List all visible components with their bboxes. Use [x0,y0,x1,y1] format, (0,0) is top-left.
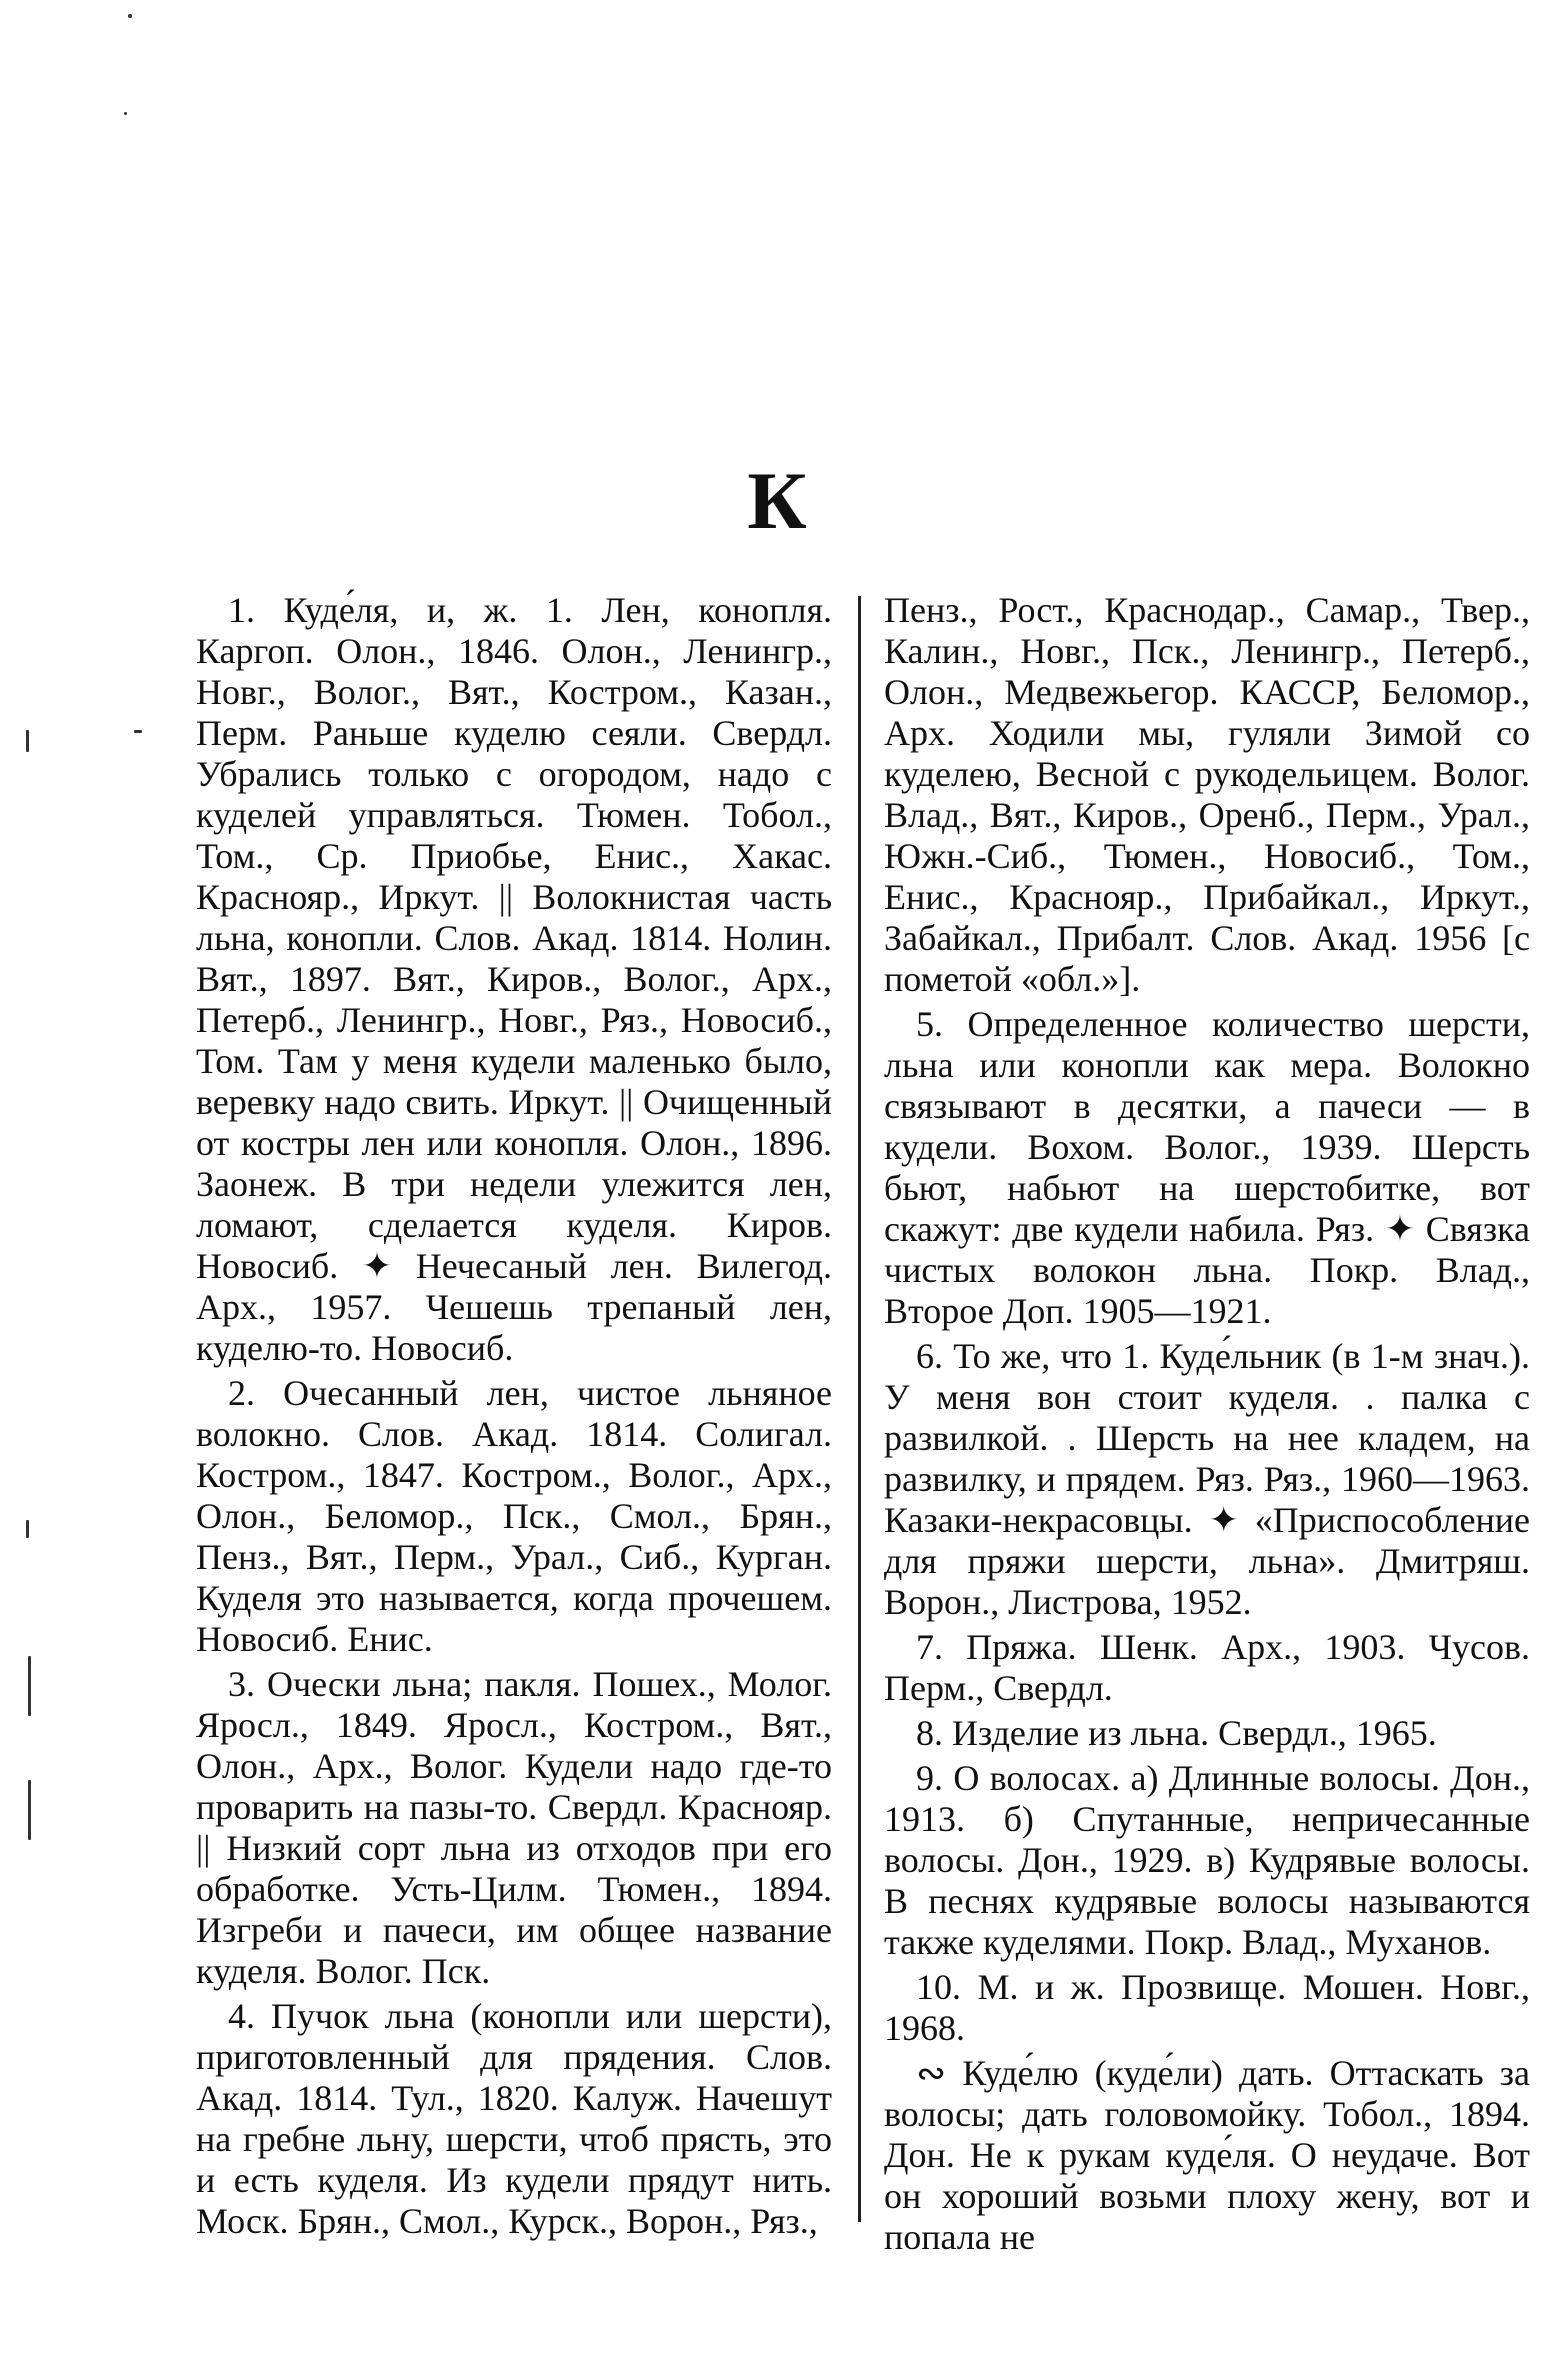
entry-paragraph: 1. Куде́ля, и, ж. 1. Лен, конопля. Каргоп. Олон., 1846. Олон., Ленингр., Новг., Волог., Вят., Костром., Казан., Перм. Раньше куделю сеяли. Свердл. Убрались только с огородом, надо с куделей управляться. Тюмен. Тобол., Том., Ср. Приобье, Енис., Хакас. Краснояр., Иркут. || Волокнистая часть льна, конопли. Слов. Акад. 1814. Нолин. Вят., 1897. Вят., Киров., Волог., Арх., Петерб., Ленингр., Новг., Ряз., Новосиб., Том. Там у меня кудели маленько было, веревку надо свить. Иркут. || Очищенный от костры лен или конопля. Олон., 1896. Заонеж. В три недели улежится лен, ломают, сделается куделя. Киров. Новосиб. ✦ Нечесаный лен. Вилегод. Арх., 1957. Чешешь трепаный лен, куделю-то. Новосиб. [196,590,832,1368]
left-column [196,590,832,2246]
right-column [884,590,1530,2262]
column-divider [858,596,861,2222]
entry-paragraph: 9. О волосах. а) Длинные волосы. Дон., 1913. б) Спутанные, непричесанные волосы. Дон., 1929. в) Кудрявые волосы. В песнях кудрявые волосы называются также куделями. Покр. Влад., Муханов. [884,1758,1530,1962]
entry-paragraph: 3. Очески льна; пакля. Пошех., Молог. Яросл., 1849. Яросл., Костром., Вят., Олон., Арх., Волог. Кудели надо где-то проварить на пазы-то. Свердл. Краснояр. || Низкий сорт льна из отходов при его обработке. Усть-Цилм. Тюмен., 1894. Изгреби и пачеси, им общее название куделя. Волог. Пск. [196,1664,832,1991]
section-letter: К [747,455,807,546]
entry-paragraph: 5. Определенное количество шерсти, льна или конопли как мера. Волокно связывают в десятки, а пачеси — в кудели. Вохом. Волог., 1939. Шерсть бьют, набьют на шерстобитке, вот скажут: две кудели набила. Ряз. ✦ Связка чистых волокон льна. Покр. Влад., Второе Доп. 1905—1921. [884,1004,1530,1331]
entry-paragraph: ∾ Куде́лю (куде́ли) дать. Оттаскать за волосы; дать головомойку. Тобол., 1894. Дон. Не к рукам куде́ля. О неудаче. Вот он хороший возьми плоху жену, вот и попала не [884,2053,1530,2257]
entry-paragraph: 8. Изделие из льна. Свердл., 1965. [916,1713,1437,1753]
entry-paragraph: 10. М. и ж. Прозвище. Мошен. Новг., 1968. [884,1967,1530,2048]
entry-paragraph: 2. Очесанный лен, чистое льняное волокно. Слов. Акад. 1814. Солигал. Костром., 1847. Костром., Волог., Арх., Олон., Беломор., Пск., Смол., Брян., Пенз., Вят., Перм., Урал., Сиб., Курган. Куделя это называется, когда прочешем. Новосиб. Енис. [196,1373,832,1659]
entry-paragraph: 4. Пучок льна (конопли или шерсти), приготовленный для прядения. Слов. Акад. 1814. Тул., 1820. Калуж. Начешут на гребне льну, шерсти, чтоб прясть, это и есть куделя. Из кудели прядут нить. Моск. Брян., Смол., Курск., Ворон., Ряз., [196,1996,832,2241]
entry-paragraph: 6. То же, что 1. Куде́льник (в 1-м знач.). У меня вон стоит куделя. . палка с развилкой. . Шерсть на нее кладем, на развилку, и прядем. Ряз. Ряз., 1960—1963. Казаки-некрасовцы. ✦ «Приспособление для пряжи шерсти, льна». Дмитряш. Ворон., Листрова, 1952. [884,1336,1530,1622]
entry-paragraph: Пенз., Рост., Краснодар., Самар., Твер., Калин., Новг., Пск., Ленингр., Петерб., Олон., Медвежьегор. КАССР, Беломор., Арх. Ходили мы, гуляли Зимой со куделею, Весной с рукодельицем. Волог. Влад., Вят., Киров., Оренб., Перм., Урал., Южн.-Сиб., Тюмен., Новосиб., Том., Енис., Краснояр., Прибайкал., Иркут., Забайкал., Прибалт. Слов. Акад. 1956 [с пометой «обл.»]. [884,590,1530,999]
entry-paragraph: 7. Пряжа. Шенк. Арх., 1903. Чусов. Перм., Свердл. [884,1627,1530,1708]
